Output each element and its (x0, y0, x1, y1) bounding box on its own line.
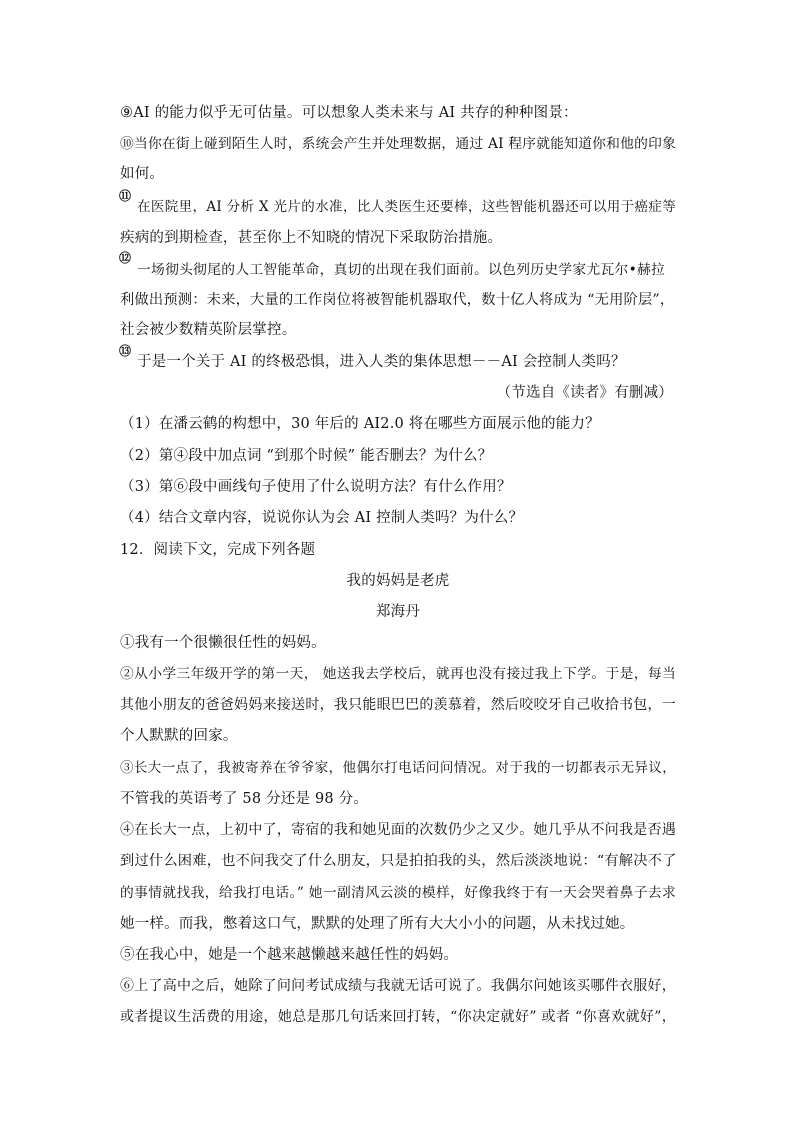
paragraph-13-line-1: 于是一个关于 AI 的终极恐惧，进入人类的集体思想－－AI 会控制人类吗？ (137, 354, 626, 370)
paragraph-12-line-1: 一场彻头彻尾的人工智能革命，真切的出现在我们面前。以色列历史学家尤瓦尔•赫拉 (137, 262, 665, 278)
paragraph-12-line-3: 社会被少数精英阶层掌控。 (120, 322, 297, 338)
paragraph-11-marker: ⑪ (119, 189, 132, 203)
source-note: （节选自《读者》有删减） (496, 385, 673, 401)
paragraph-11-line-2: 疾病的到期检查，甚至你上不知晓的情况下采取防治措施。 (120, 230, 503, 246)
paragraph-10-line-2: 如何。 (120, 166, 165, 182)
question-3: （3）第⑥段中画线句子使用了什么说明方法？有什么作用？ (120, 479, 512, 495)
story-paragraph-3-line-1: ③长大一点了，我被寄养在爷爷家，他偶尔打电话问问情况。对于我的一切都表示无异议， (120, 760, 676, 776)
story-paragraph-5: ⑤在我心中，她是一个越来越懒越来越任性的妈妈。 (120, 947, 459, 963)
question-1: （1）在潘云鹤的构想中，30 年后的 AI2.0 将在哪些方面展示他的能力？ (120, 416, 600, 432)
story-title: 我的妈妈是老虎 (346, 573, 450, 589)
paragraph-12-line-2: 利做出预测：未来，大量的工作岗位将被智能机器取代，数十亿人将成为 “无用阶层”， (120, 292, 675, 308)
story-paragraph-3-line-2: 不管我的英语考了 58 分还是 98 分。 (120, 791, 369, 807)
story-paragraph-6-line-2: 或者提议生活费的用途，她总是那几句话来回打转，“你决定就好” 或者 “你喜欢就好”， (120, 1009, 676, 1025)
story-paragraph-2-line-3: 个人默默的回家。 (120, 728, 238, 744)
story-paragraph-4-line-3: 的事情就找我，给我打电话。” 她一副清风云淡的模样，好像我终于有一天会哭着鼻子去求 (120, 885, 676, 901)
story-paragraph-2-line-1: ②从小学三年级开学的第一天， 她送我去学校后，就再也没有接过我上下学。于是，每当 (120, 666, 676, 682)
story-paragraph-1: ①我有一个很懒很任性的妈妈。 (120, 635, 326, 651)
section-12-heading: 12．阅读下文，完成下列各题 (120, 542, 316, 558)
story-paragraph-4-line-4: 她一样。而我，憋着这口气，默默的处理了所有大大小小的问题，从未找过她。 (120, 916, 635, 932)
paragraph-10-line-1: ⑩当你在街上碰到陌生人时，系统会产生并处理数据，通过 AI 程序就能知道你和他的印象 (120, 136, 676, 152)
paragraph-12-marker: ⑫ (119, 251, 132, 265)
question-4: （4）结合文章内容，说说你认为会 AI 控制人类吗？为什么？ (120, 510, 524, 526)
story-paragraph-4-line-2: 到过什么困难，也不问我交了什么朋友，只是拍拍我的头，然后淡淡地说：“有解决不了 (120, 853, 677, 869)
story-paragraph-4-line-1: ④在长大一点，上初中了，寄宿的我和她见面的次数仍少之又少。她几乎从不问我是否遇 (120, 822, 676, 838)
story-author: 郑海丹 (375, 604, 421, 620)
paragraph-9: ⑨AI 的能力似乎无可估量。可以想象人类未来与 AI 共存的种种图景： (120, 105, 578, 121)
question-2: （2）第④段中加点词 “到那个时候” 能否删去？为什么？ (120, 448, 493, 464)
paragraph-11-line-1: 在医院里，AI 分析 X 光片的水准，比人类医生还要棒，这些智能机器还可以用于癌症等 (137, 199, 676, 215)
story-paragraph-6-line-1: ⑥上了高中之后，她除了问问考试成绩与我就无话可说了。我偶尔问她该买哪件衣服好， (120, 978, 676, 994)
story-paragraph-2-line-2: 其他小朋友的爸爸妈妈来接送时，我只能眼巴巴的羡慕着，然后咬咬牙自己收拾书包，一 (120, 697, 676, 713)
paragraph-13-marker: ⑬ (119, 344, 132, 358)
